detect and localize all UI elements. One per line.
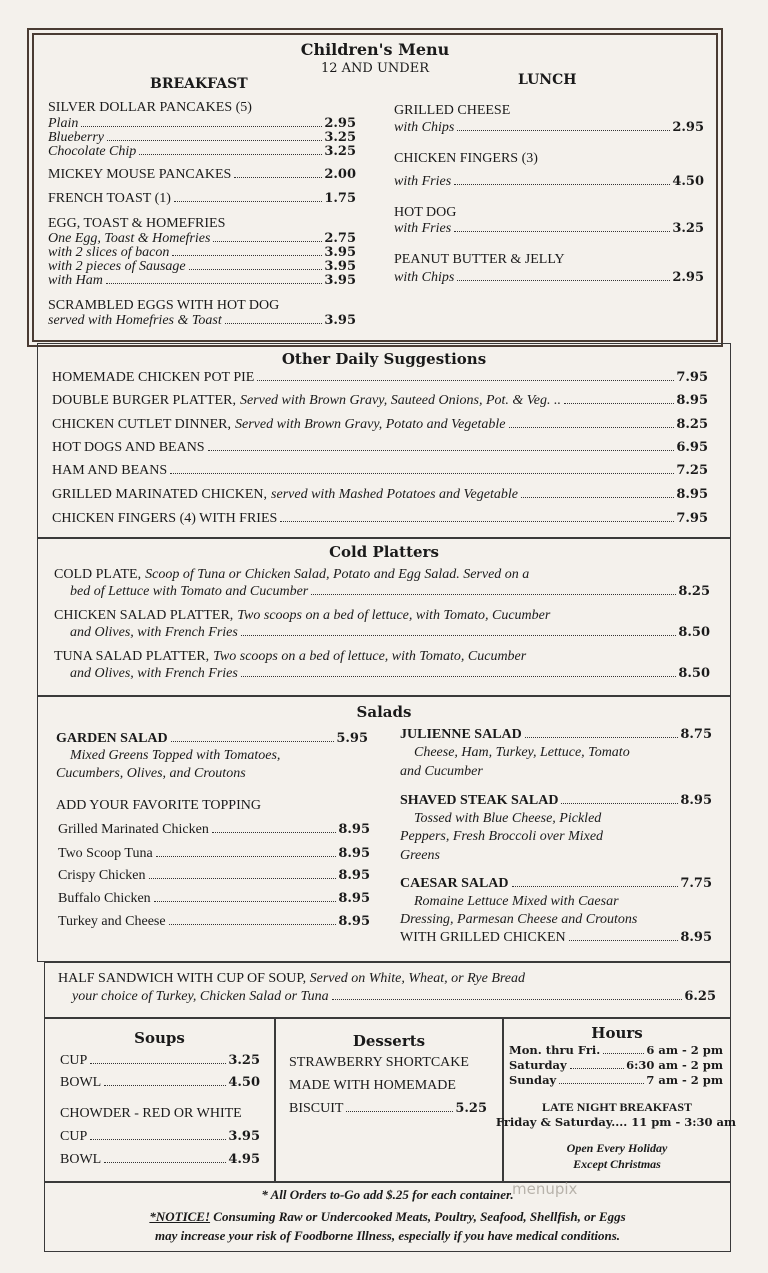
daily-item: HOMEMADE CHICKEN POT PIE 7.95	[52, 370, 708, 385]
topping-item: Grilled Marinated Chicken 8.95	[58, 822, 370, 837]
topping-item: Buffalo Chicken 8.95	[58, 891, 370, 906]
menu-item-one-egg: One Egg, Toast & Homefries 2.75	[48, 231, 356, 246]
caesar-desc-2: Dressing, Parmesan Cheese and Croutons	[400, 912, 638, 927]
silver-dollar-pancakes: SILVER DOLLAR PANCAKES (5)	[48, 100, 252, 115]
menu-item-plain: Plain 2.95	[48, 116, 356, 131]
cold-item-line1: CHICKEN SALAD PLATTER, Two scoops on a bed of lettuce, with Tomato, Cucumber	[54, 608, 551, 623]
lunch-heading: LUNCH	[518, 72, 577, 88]
daily-item: HOT DOGS AND BEANS 6.95	[52, 440, 708, 455]
topping-item: Two Scoop Tuna 8.95	[58, 846, 370, 861]
menu-item-caesar-chicken: WITH GRILLED CHICKEN 8.95	[400, 930, 712, 945]
garden-desc-1: Mixed Greens Topped with Tomatoes,	[70, 748, 281, 763]
menu-item-garden-salad: GARDEN SALAD 5.95	[56, 731, 368, 746]
daily-item: CHICKEN CUTLET DINNER, Served with Brown Gravy, Potato and Vegetable 8.25	[52, 417, 708, 432]
daily-item: GRILLED MARINATED CHICKEN, served with Mashed Potatoes and Vegetable 8.95	[52, 487, 708, 502]
steak-desc-2: Peppers, Fresh Broccoli over Mixed	[400, 829, 604, 844]
hours-row: Mon. thru Fri. 6 am - 2 pm	[509, 1043, 723, 1057]
notice-line-1: *NOTICE! Consuming Raw or Undercooked Meats, Poultry, Seafood, Shellfish, or Eggs	[149, 1209, 626, 1224]
hours-row: Saturday 6:30 am - 2 pm	[509, 1058, 723, 1072]
menu-item-pbj: with Chips 2.95	[394, 270, 704, 285]
menu-item-mickey-pancakes: MICKEY MOUSE PANCAKES 2.00	[48, 167, 356, 182]
scrambled-eggs-hot-dog: SCRAMBLED EGGS WITH HOT DOG	[48, 298, 280, 313]
kids-subtitle: 12 AND UNDER	[320, 61, 430, 76]
breakfast-heading: BREAKFAST	[150, 76, 248, 92]
cold-item-line1: COLD PLATE, Scoop of Tuna or Chicken Salad, Potato and Egg Salad. Served on a	[54, 567, 530, 582]
soups-title: Soups	[134, 1029, 185, 1047]
kids-title: Children's Menu	[300, 40, 450, 59]
half-sandwich-title: HALF SANDWICH WITH CUP OF SOUP, Served on White, Wheat, or Rye Bread	[58, 971, 526, 986]
hot-dog: HOT DOG	[394, 205, 457, 220]
daily-item: CHICKEN FINGERS (4) WITH FRIES 7.95	[52, 511, 708, 526]
cold-item: bed of Lettuce with Tomato and Cucumber 8.25	[70, 584, 710, 599]
cold-title: Cold Platters	[329, 543, 439, 561]
menu-item-julienne-salad: JULIENNE SALAD 8.75	[400, 727, 712, 742]
desserts-title: Desserts	[352, 1032, 426, 1050]
to-go-note: * All Orders to-Go add $.25 for each container.	[261, 1187, 514, 1202]
holiday-line-2: Except Christmas	[573, 1157, 661, 1171]
julienne-desc-2: and Cucumber	[400, 764, 483, 779]
grilled-cheese: GRILLED CHEESE	[394, 103, 511, 118]
menu-item-chowder-cup: CUP 3.95	[60, 1129, 260, 1144]
menu-item-soup-bowl: BOWL 4.50	[60, 1075, 260, 1090]
late-night-heading: LATE NIGHT BREAKFAST	[541, 1100, 693, 1114]
menu-item-french-toast: FRENCH TOAST (1) 1.75	[48, 191, 356, 206]
watermark: menupix	[512, 1180, 578, 1198]
late-night-hours: Friday & Saturday.... 11 pm - 3:30 am	[495, 1115, 737, 1129]
menu-item-chicken-fingers-kids: with Fries 4.50	[394, 174, 704, 189]
menu-item-half-sandwich: your choice of Turkey, Chicken Salad or Tuna 6.25	[72, 989, 716, 1004]
menu-item-egg-sausage: with 2 pieces of Sausage 3.95	[48, 259, 356, 274]
daily-item: HAM AND BEANS 7.25	[52, 463, 708, 478]
daily-item: DOUBLE BURGER PLATTER, Served with Brown Gravy, Sauteed Onions, Pot. & Veg. .. 8.95	[52, 393, 708, 408]
steak-desc-3: Greens	[400, 848, 440, 863]
salads-title: Salads	[356, 703, 412, 721]
topping-item: Turkey and Cheese 8.95	[58, 914, 370, 929]
menu-item-blueberry: Blueberry 3.25	[48, 130, 356, 145]
chowder-heading: CHOWDER - RED OR WHITE	[60, 1106, 242, 1121]
menu-item-caesar-salad: CAESAR SALAD 7.75	[400, 876, 712, 891]
menu-item-shaved-steak: SHAVED STEAK SALAD 8.95	[400, 793, 712, 808]
julienne-desc-1: Cheese, Ham, Turkey, Lettuce, Tomato	[414, 745, 630, 760]
menu-item-shortcake: BISCUIT 5.25	[289, 1101, 487, 1116]
cold-item: and Olives, with French Fries 8.50	[70, 666, 710, 681]
menu-item-egg-ham: with Ham 3.95	[48, 273, 356, 288]
menu-item-chocolate-chip: Chocolate Chip 3.25	[48, 144, 356, 159]
menu-item-soup-cup: CUP 3.25	[60, 1053, 260, 1068]
menu-item-hot-dog: with Fries 3.25	[394, 221, 704, 236]
daily-title: Other Daily Suggestions	[281, 350, 487, 368]
notice-line-2: may increase your risk of Foodborne Illness, especially if you have medical conditions.	[154, 1228, 621, 1243]
hours-row: Sunday 7 am - 2 pm	[509, 1073, 723, 1087]
topping-item: Crispy Chicken 8.95	[58, 868, 370, 883]
garden-desc-2: Cucumbers, Olives, and Croutons	[56, 766, 246, 781]
topping-heading: ADD YOUR FAVORITE TOPPING	[56, 798, 261, 813]
chicken-fingers-kids: CHICKEN FINGERS (3)	[394, 151, 538, 166]
menu-item-grilled-cheese: with Chips 2.95	[394, 120, 704, 135]
peanut-butter-jelly: PEANUT BUTTER & JELLY	[394, 252, 565, 267]
dessert-line-1: STRAWBERRY SHORTCAKE	[289, 1055, 469, 1070]
steak-desc-1: Tossed with Blue Cheese, Pickled	[414, 811, 602, 826]
egg-toast-homefries: EGG, TOAST & HOMEFRIES	[48, 216, 226, 231]
dessert-line-2: MADE WITH HOMEMADE	[289, 1078, 456, 1093]
menu-item-chowder-bowl: BOWL 4.95	[60, 1152, 260, 1167]
hours-title: Hours	[591, 1024, 643, 1042]
menu-item-egg-bacon: with 2 slices of bacon 3.95	[48, 245, 356, 260]
cold-item: and Olives, with French Fries 8.50	[70, 625, 710, 640]
menu-item-scrambled: served with Homefries & Toast 3.95	[48, 313, 356, 328]
caesar-desc-1: Romaine Lettuce Mixed with Caesar	[414, 894, 619, 909]
holiday-line-1: Open Every Holiday	[566, 1141, 668, 1155]
cold-item-line1: TUNA SALAD PLATTER, Two scoops on a bed of lettuce, with Tomato, Cucumber	[54, 649, 527, 664]
